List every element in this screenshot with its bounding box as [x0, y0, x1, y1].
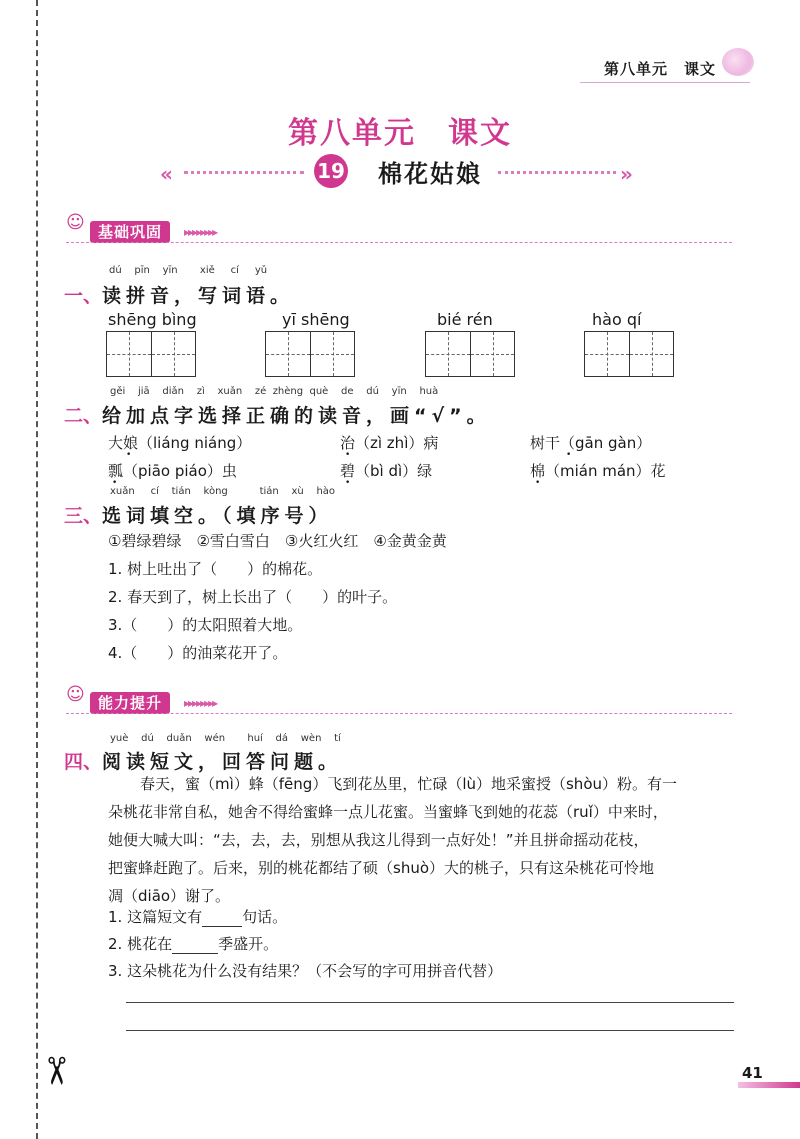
- q3-options: ①碧绿碧绿 ②雪白雪白 ③火红火红 ④金黄金黄: [108, 532, 447, 550]
- q3-heading: 三、选词填空。（填序号）: [64, 505, 333, 527]
- q2-item: 大娘（liáng niáng）: [108, 434, 252, 452]
- answer-blank[interactable]: [202, 908, 242, 927]
- q1-heading: 一、读拼音，写词语。: [64, 285, 295, 307]
- q3-item-3: 3.（ ）的太阳照着大地。: [108, 616, 303, 634]
- emphasis-dot: •: [126, 450, 132, 460]
- emphasis-dot: •: [535, 478, 541, 488]
- section-ability-label: 能力提升: [90, 692, 170, 714]
- q2-item: 棉（mián mán）花: [530, 462, 666, 480]
- q1-word-4: hào qí: [592, 310, 642, 329]
- passage-line-4: 把蜜蜂赶跑了。后来，别的桃花都结了硕（shuò）大的桃子，只有这朵桃花可怜地: [108, 859, 655, 877]
- section-rule: [66, 242, 732, 243]
- q2-item: 碧（bì dì）绿: [340, 462, 433, 480]
- right-arrows-icon: »: [620, 162, 629, 186]
- left-arrows-icon: «: [160, 162, 169, 186]
- section-basic-label: 基础巩固: [90, 221, 170, 243]
- q4-question-1: 1. 这篇短文有 句话。: [108, 908, 288, 926]
- answer-blank[interactable]: [172, 935, 218, 954]
- lesson-title: 棉花姑娘: [378, 160, 482, 188]
- section-arrows-icon: ▸▸▸▸▸▸▸▸: [184, 225, 217, 239]
- q4-question-2: 2. 桃花在 季盛开。: [108, 935, 279, 953]
- passage-line-5: 凋（diāo）谢了。: [108, 887, 231, 905]
- q4-question-3: 3. 这朵桃花为什么没有结果？（不会写的字可用拼音代替）: [108, 962, 503, 980]
- q4-heading: 四、阅读短文，回答问题。: [64, 751, 343, 773]
- passage-line-1: 春天，蜜（mì）蜂（fēng）飞到花丛里，忙碌（lù）地采蜜授（shòu）粉。有一: [140, 775, 678, 793]
- q2-item: 瓢（piāo piáo）虫: [108, 462, 237, 480]
- page-bar: [738, 1082, 800, 1088]
- q3-item-4: 4.（ ）的油菜花开了。: [108, 644, 288, 662]
- q1-word-1: shēng bìng: [108, 310, 197, 329]
- q1-word-3: bié rén: [437, 310, 493, 329]
- girl-icon: ☺: [66, 212, 85, 233]
- q2-heading: 二、给加点字选择正确的读音，画“√”。: [64, 405, 491, 427]
- q1-word-2: yī shēng: [282, 310, 350, 329]
- lesson-number: 19: [314, 154, 348, 188]
- section-rule: [66, 713, 732, 714]
- page-number: 41: [742, 1064, 763, 1082]
- passage-line-2: 朵桃花非常自私，她舍不得给蜜蜂一点儿花蜜。当蜜蜂飞到她的花蕊（ruǐ）中来时，: [108, 803, 668, 821]
- writing-grid-3[interactable]: [425, 331, 515, 377]
- scissors-icon: ✂: [33, 1055, 78, 1087]
- emphasis-dot: •: [566, 450, 572, 460]
- girl-icon: ☺: [66, 684, 85, 705]
- q3-pinyin: xuǎn cí tián kòng tián xù hào: [110, 486, 336, 497]
- left-dots: [184, 171, 304, 174]
- lesson-heading: [0, 152, 800, 192]
- writing-grid-2[interactable]: [265, 331, 355, 377]
- emphasis-dot: •: [112, 478, 118, 488]
- running-header: 第八单元 课文: [603, 60, 716, 78]
- answer-line-1[interactable]: [126, 1002, 734, 1003]
- answer-line-2[interactable]: [126, 1030, 734, 1031]
- emphasis-dot: •: [345, 450, 351, 460]
- passage-line-3: 她便大喊大叫：“去，去，去，别想从我这儿得到一点好处！”并且拼命摇动花枝，: [108, 831, 649, 849]
- q3-item-2: 2. 春天到了，树上长出了（ ）的叶子。: [108, 588, 398, 606]
- q2-item: 治（zì zhì）病: [340, 434, 439, 452]
- emphasis-dot: •: [345, 478, 351, 488]
- writing-grid-4[interactable]: [584, 331, 674, 377]
- flower-icon: [722, 48, 754, 76]
- page-title: 第八单元 课文: [288, 116, 512, 151]
- header-rule: [580, 82, 750, 83]
- q1-pinyin: dú pīn yīn xiě cí yǔ: [109, 265, 268, 276]
- q2-item: 树干（gān gàn）: [530, 434, 652, 452]
- q3-item-1: 1. 树上吐出了（ ）的棉花。: [108, 560, 323, 578]
- section-arrows-icon: ▸▸▸▸▸▸▸▸: [184, 696, 217, 710]
- right-dots: [498, 171, 616, 174]
- writing-grid-1[interactable]: [106, 331, 196, 377]
- q2-pinyin: gěi jiā diǎn zì xuǎn zé zhèng què de dú yīn huà: [110, 386, 439, 397]
- q4-pinyin: yuè dú duǎn wén huí dá wèn tí: [110, 733, 341, 744]
